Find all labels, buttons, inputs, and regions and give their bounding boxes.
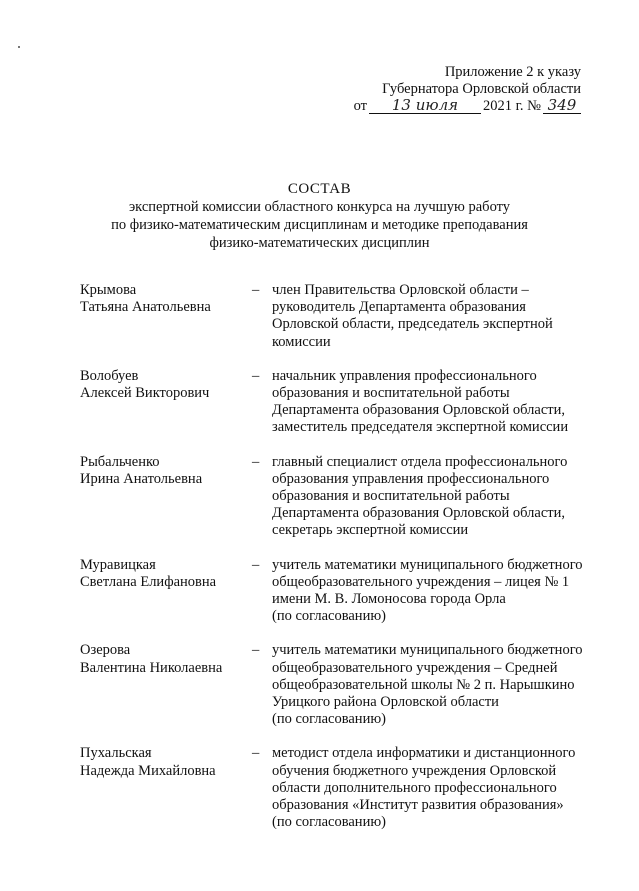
member-row xyxy=(80,282,590,351)
member-row xyxy=(80,454,590,540)
member-role-line: Департамента образования Орловской области, xyxy=(272,505,566,522)
member-given: Алексей Викторович xyxy=(80,385,210,402)
member-given: Светлана Елифановна xyxy=(80,573,217,590)
member-row xyxy=(80,557,590,626)
member-given: Ирина Анатольевна xyxy=(80,470,203,487)
member-name xyxy=(80,642,252,728)
member-name xyxy=(80,745,252,831)
appendix-line-2: Губернатора Орловской области xyxy=(382,81,581,97)
members-list xyxy=(80,282,590,848)
member-role-line: области дополнительного профессионального xyxy=(272,779,557,796)
appendix-date-line xyxy=(354,98,581,115)
scan-speck xyxy=(18,46,20,48)
member-role-line: образования «Институт развития образования» xyxy=(272,797,564,814)
year-text: 2021 г. № xyxy=(482,98,541,114)
member-surname: Пухальская xyxy=(80,745,152,762)
member-dash: – xyxy=(252,556,260,573)
member-given: Валентина Николаевна xyxy=(80,659,223,676)
member-role-line: учитель математики муниципального бюджетного xyxy=(272,642,583,659)
member-role-line: комиссии xyxy=(272,333,331,350)
member-row xyxy=(80,745,590,831)
member-role-line: имени М. В. Ломоносова города Орла xyxy=(272,591,506,608)
member-name xyxy=(80,368,252,437)
member-surname: Волобуев xyxy=(80,367,139,384)
member-surname: Муравицкая xyxy=(80,556,156,573)
date-prefix: от xyxy=(353,98,367,114)
appendix-header xyxy=(354,64,581,115)
appendix-line-1: Приложение 2 к указу xyxy=(444,64,581,80)
member-role-line: общеобразовательного учреждения – лицея № 1 xyxy=(272,573,570,590)
member-role xyxy=(272,454,590,540)
member-role-line: обучения бюджетного учреждения Орловской xyxy=(272,762,557,779)
member-row xyxy=(80,368,590,437)
member-role-line: общеобразовательной школы № 2 п. Нарышкино xyxy=(272,676,575,693)
member-dash: – xyxy=(252,453,260,470)
title-line-3: физико-математических дисциплин xyxy=(209,235,430,251)
title-line-2: по физико-математическим дисциплинам и методике преподавания xyxy=(111,217,528,233)
member-role xyxy=(272,557,590,626)
member-dash: – xyxy=(252,282,260,298)
member-role-line: общеобразовательного учреждения – Средней xyxy=(272,659,558,676)
title-line-1: экспертной комиссии областного конкурса на лучшую работу xyxy=(128,199,511,215)
handwritten-date: 13 июля xyxy=(369,98,481,114)
member-role-line: (по согласованию) xyxy=(272,608,386,625)
member-name xyxy=(80,557,252,626)
member-name xyxy=(80,454,252,540)
member-dash: – xyxy=(252,367,260,384)
member-role-line: образования и воспитательной работы xyxy=(272,385,510,402)
member-name xyxy=(80,282,252,351)
member-role-line: член Правительства Орловской области – xyxy=(272,282,529,298)
member-surname: Крымова xyxy=(80,282,137,298)
member-role-line: (по согласованию) xyxy=(272,711,386,728)
member-surname: Озерова xyxy=(80,642,131,659)
member-role xyxy=(272,368,590,437)
title-main: СОСТАВ xyxy=(287,181,352,197)
member-role-line: руководитель Департамента образования xyxy=(272,299,526,316)
member-role xyxy=(272,282,590,351)
member-role-line: Урицкого района Орловской области xyxy=(272,694,499,711)
member-role-line: методист отдела информатики и дистанционного xyxy=(272,745,576,762)
document-title xyxy=(0,180,639,252)
member-role-line: секретарь экспертной комиссии xyxy=(272,522,469,539)
member-role-line: Департамента образования Орловской области, xyxy=(272,402,566,419)
member-given: Татьяна Анатольевна xyxy=(80,299,211,316)
member-role xyxy=(272,745,590,831)
member-role xyxy=(272,642,590,728)
member-role-line: образования и воспитательной работы xyxy=(272,488,510,505)
member-role-line: начальник управления профессионального xyxy=(272,367,537,384)
member-role-line: заместитель председателя экспертной комиссии xyxy=(272,419,569,436)
member-role-line: учитель математики муниципального бюджетного xyxy=(272,556,583,573)
member-row xyxy=(80,642,590,728)
member-role-line: (по согласованию) xyxy=(272,814,386,831)
member-role-line: образования управления профессионального xyxy=(272,470,550,487)
member-dash: – xyxy=(252,642,260,659)
member-dash: – xyxy=(252,745,260,762)
member-given: Надежда Михайловна xyxy=(80,762,216,779)
handwritten-number: 349 xyxy=(543,98,581,114)
member-role-line: главный специалист отдела профессионального xyxy=(272,453,568,470)
member-role-line: Орловской области, председатель экспертной xyxy=(272,316,553,333)
member-surname: Рыбальченко xyxy=(80,453,160,470)
